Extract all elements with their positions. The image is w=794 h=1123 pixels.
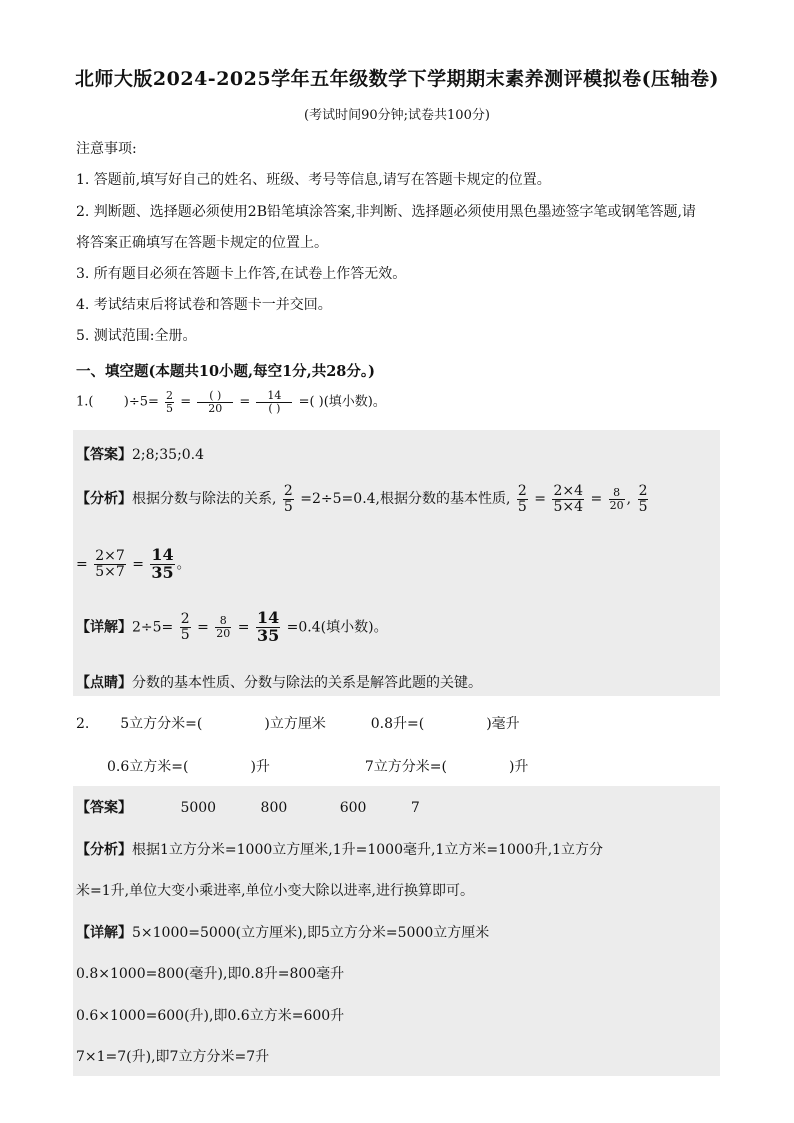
fraction: $\frac{14}{35}$ xyxy=(151,545,174,582)
fraction: $\frac{( )}{20}$ xyxy=(197,390,233,414)
fraction: $\frac{2}{5}$ xyxy=(166,389,174,415)
section-heading: 一、填空题(本题共10小题,每空1分,共28分。) xyxy=(76,363,376,380)
question-1: 1.( )÷5= $\frac{2}{5}$ = $\frac{( )}{20}$ = $\frac{14}{( )}$ =( )(填小数)。 xyxy=(76,389,386,415)
q1-detail: 【详解】2÷5= $\frac{2}{5}$ = $\frac{8}{20}$ = $\frac{14}{35}$ =0.4(填小数)。 xyxy=(76,608,388,645)
q1-tip: 【点睛】分数的基本性质、分数与除法的关系是解答此题的关键。 xyxy=(76,675,482,691)
q2-analysis-cont: 米=1升,单位大变小乘进率,单位小变大除以进率,进行换算即可。 xyxy=(76,883,474,899)
q1-analysis-cont: = $\frac{2\times 7}{5\times 7}$ = $\frac{14}{35}$ 。 xyxy=(76,545,191,582)
q2-detail: 【详解】5×1000=5000(立方厘米),即5立方分米=5000立方厘米 xyxy=(76,925,490,941)
q1-prefix: 1.( xyxy=(76,394,94,410)
page-title: 北师大版2024-2025学年五年级数学下学期期末素养测评模拟卷(压轴卷) xyxy=(74,68,720,90)
note-item: 将答案正确填写在答题卡规定的位置上。 xyxy=(76,235,328,251)
question-2-row-2: 0.6立方米=( )升 7立方分米=( )升 xyxy=(107,759,529,775)
q1-div: )÷5= xyxy=(123,394,159,410)
exam-info: (考试时间90分钟;试卷共100分) xyxy=(304,108,490,123)
fraction: $\frac{2\times 7}{5\times 7}$ xyxy=(95,548,125,580)
q2-analysis: 【分析】根据1立方分米=1000立方厘米,1升=1000毫升,1立方米=1000升,1立方分 xyxy=(76,842,604,858)
fraction: $\frac{2}{5}$ xyxy=(180,611,190,643)
fraction: $\frac{2}{5}$ xyxy=(283,483,293,515)
fraction: $\frac{8}{20}$ xyxy=(216,614,231,640)
fraction: $\frac{2}{5}$ xyxy=(517,483,527,515)
fraction: $\frac{2}{5}$ xyxy=(638,483,648,515)
fraction: $\frac{8}{20}$ xyxy=(609,486,624,512)
note-item: 5. 测试范围:全册。 xyxy=(76,328,197,344)
note-item: 4. 考试结束后将试卷和答题卡一并交回。 xyxy=(76,297,332,313)
fraction: $\frac{2\times 4}{5\times 4}$ xyxy=(553,483,584,515)
fraction: $\frac{14}{( )}$ xyxy=(256,390,292,414)
q2-detail-line: 0.8×1000=800(毫升),即0.8升=800毫升 xyxy=(76,966,345,982)
note-item: 1. 答题前,填写好自己的姓名、班级、考号等信息,请写在答题卡规定的位置。 xyxy=(76,172,551,188)
q1-tail: =( )(填小数)。 xyxy=(298,394,386,410)
question-2-row-1: 2. 5立方分米=( )立方厘米 0.8升=( )毫升 xyxy=(76,716,520,732)
q1-answer: 【答案】2;8;35;0.4 xyxy=(76,447,205,463)
notes-heading: 注意事项: xyxy=(76,141,137,157)
note-item: 3. 所有题目必须在答题卡上作答,在试卷上作答无效。 xyxy=(76,266,407,282)
q2-answer: 【答案】 5000 800 600 7 xyxy=(76,800,420,816)
q2-detail-line: 0.6×1000=600(升),即0.6立方米=600升 xyxy=(76,1008,345,1024)
fraction: $\frac{14}{35}$ xyxy=(256,608,280,645)
note-item: 2. 判断题、选择题必须使用2B铅笔填涂答案,非判断、选择题必须使用黑色墨迹签字笔或钢笔答题,请 xyxy=(76,204,696,220)
q1-analysis: 【分析】根据分数与除法的关系, $\frac{2}{5}$ =2÷5=0.4,根据分数的基本性质, $\frac{2}{5}$ = $\frac{2\times 4}{5\times 4}$ = $\frac{8}{20}$ , $\frac{2}{5}$ xyxy=(76,483,648,515)
q2-detail-line: 7×1=7(升),即7立方分米=7升 xyxy=(76,1049,270,1065)
